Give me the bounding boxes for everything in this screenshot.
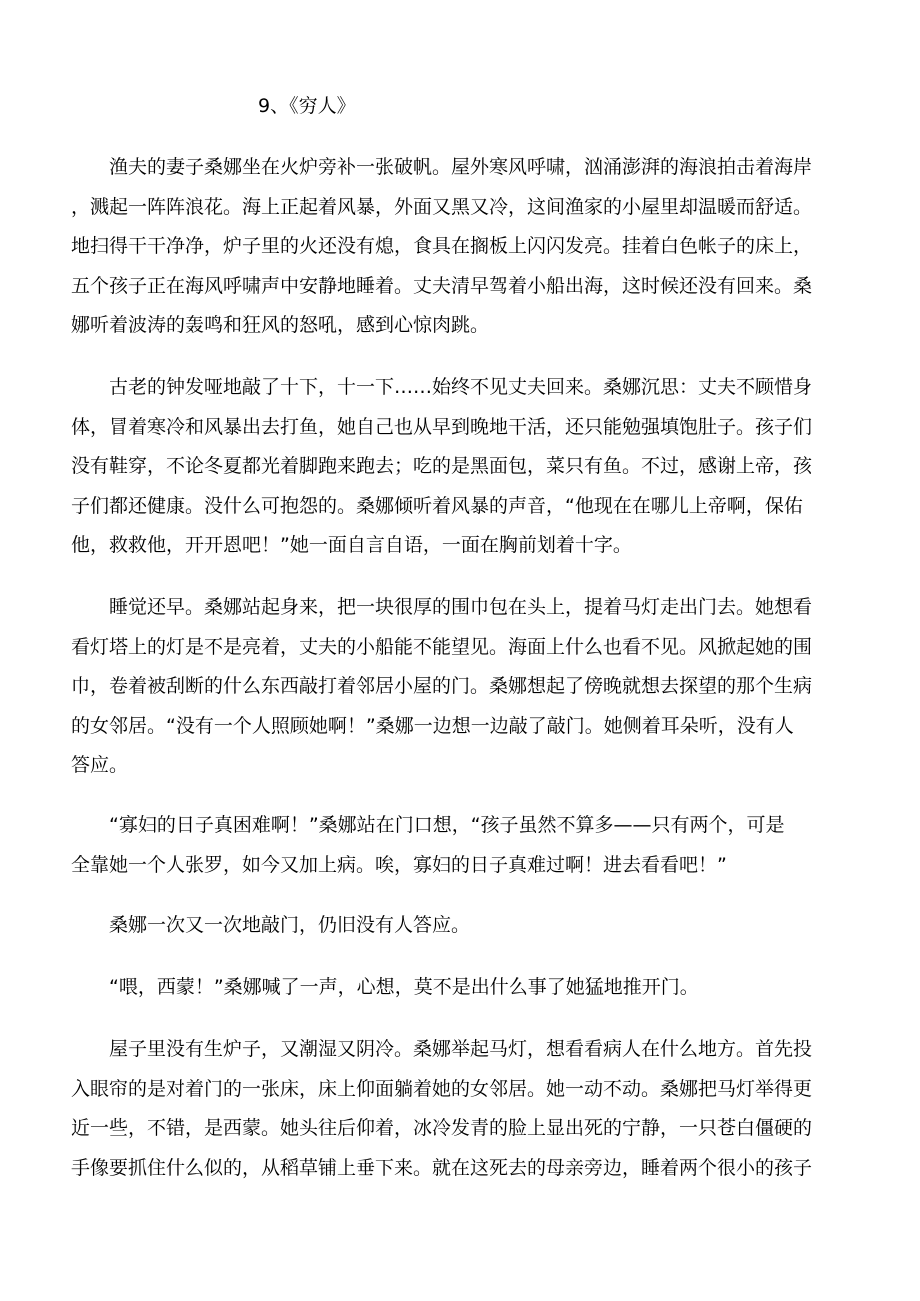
text-line: 五个孩子正在海风呼啸声中安静地睡着。丈夫清早驾着小船出海，这时候还没有回来。桑 (71, 274, 813, 297)
paragraph-6 (71, 968, 850, 1008)
text-line: 手像要抓住什么似的，从稻草铺上垂下来。就在这死去的母亲旁边，睡着两个很小的孩子 (71, 1156, 813, 1179)
text-line: 全靠她一个人张罗，如今又加上病。唉，寡妇的日子真难过啊！进去看看吧！” (71, 853, 727, 876)
paragraph-1 (71, 148, 850, 346)
paragraph-4 (71, 806, 850, 885)
text-line: 的女邻居。“没有一个人照顾她啊！”桑娜一边想一边敲了敲门。她侧着耳朵听，没有人 (71, 714, 794, 737)
text-line: 入眼帘的是对着门的一张床，床上仰面躺着她的女邻居。她一动不动。桑娜把马灯举得更 (71, 1077, 813, 1100)
text-line: 他，救救他，开开恩吧！”她一面自言自语，一面在胸前划着十字。 (71, 534, 632, 556)
text-line: 没有鞋穿，不论冬夏都光着脚跑来跑去；吃的是黑面包，菜只有鱼。不过，感谢上帝，孩 (71, 455, 813, 477)
text-line: 娜听着波涛的轰鸣和狂风的怒吼，感到心惊肉跳。 (71, 314, 490, 336)
text-line: “寡妇的日子真困难啊！”桑娜站在门口想，“孩子虽然不算多——只有两个，可是 (71, 814, 785, 836)
text-line: 答应。 (71, 754, 129, 776)
text-line: 桑娜一次又一次地敲门，仍旧没有人答应。 (71, 914, 471, 936)
paragraph-3 (71, 588, 850, 786)
text-line: 近一些，不错，是西蒙。她头往后仰着，冰冷发青的脸上显出死的宁静，一只苍白僵硬的 (71, 1117, 813, 1139)
paragraph-7 (71, 1030, 850, 1188)
text-line: 古老的钟发哑地敲了十下，十一下……始终不见丈夫回来。桑娜沉思：丈夫不顾惜身 (71, 376, 813, 398)
text-line: “喂，西蒙！”桑娜喊了一声，心想，莫不是出什么事了她猛地推开门。 (71, 976, 699, 998)
text-line: ，溅起一阵阵浪花。海上正起着风暴，外面又黑又冷，这间渔家的小屋里却温暖而舒适。 (71, 195, 813, 218)
page-title: 9、《穷人》 (258, 95, 356, 117)
paragraph-2 (71, 368, 850, 566)
text-line: 巾，卷着被刮断的什么东西敲打着邻居小屋的门。桑娜想起了傍晚就想去探望的那个生病 (71, 675, 813, 697)
text-line: 屋子里没有生炉子，又潮湿又阴冷。桑娜举起马灯，想看看病人在什么地方。首先投 (71, 1038, 813, 1060)
paragraph-5 (71, 906, 850, 946)
text-line: 睡觉还早。桑娜站起身来，把一块很厚的围巾包在头上，提着马灯走出门去。她想看 (71, 596, 813, 618)
text-line: 子们都还健康。没什么可抱怨的。桑娜倾听着风暴的声音，“他现在在哪儿上帝啊，保佑 (71, 494, 803, 517)
text-line: 地扫得干干净净，炉子里的火还没有熄，食具在搁板上闪闪发亮。挂着白色帐子的床上， (71, 235, 813, 257)
text-line: 体，冒着寒冷和风暴出去打鱼，她自己也从早到晚地干活，还只能勉强填饱肚子。孩子们 (71, 415, 813, 438)
text-line: 看灯塔上的灯是不是亮着，丈夫的小船能不能望见。海面上什么也看不见。风掀起她的围 (71, 635, 813, 658)
text-line: 渔夫的妻子桑娜坐在火炉旁补一张破帆。屋外寒风呼啸，汹涌澎湃的海浪拍击着海岸 (71, 156, 813, 178)
